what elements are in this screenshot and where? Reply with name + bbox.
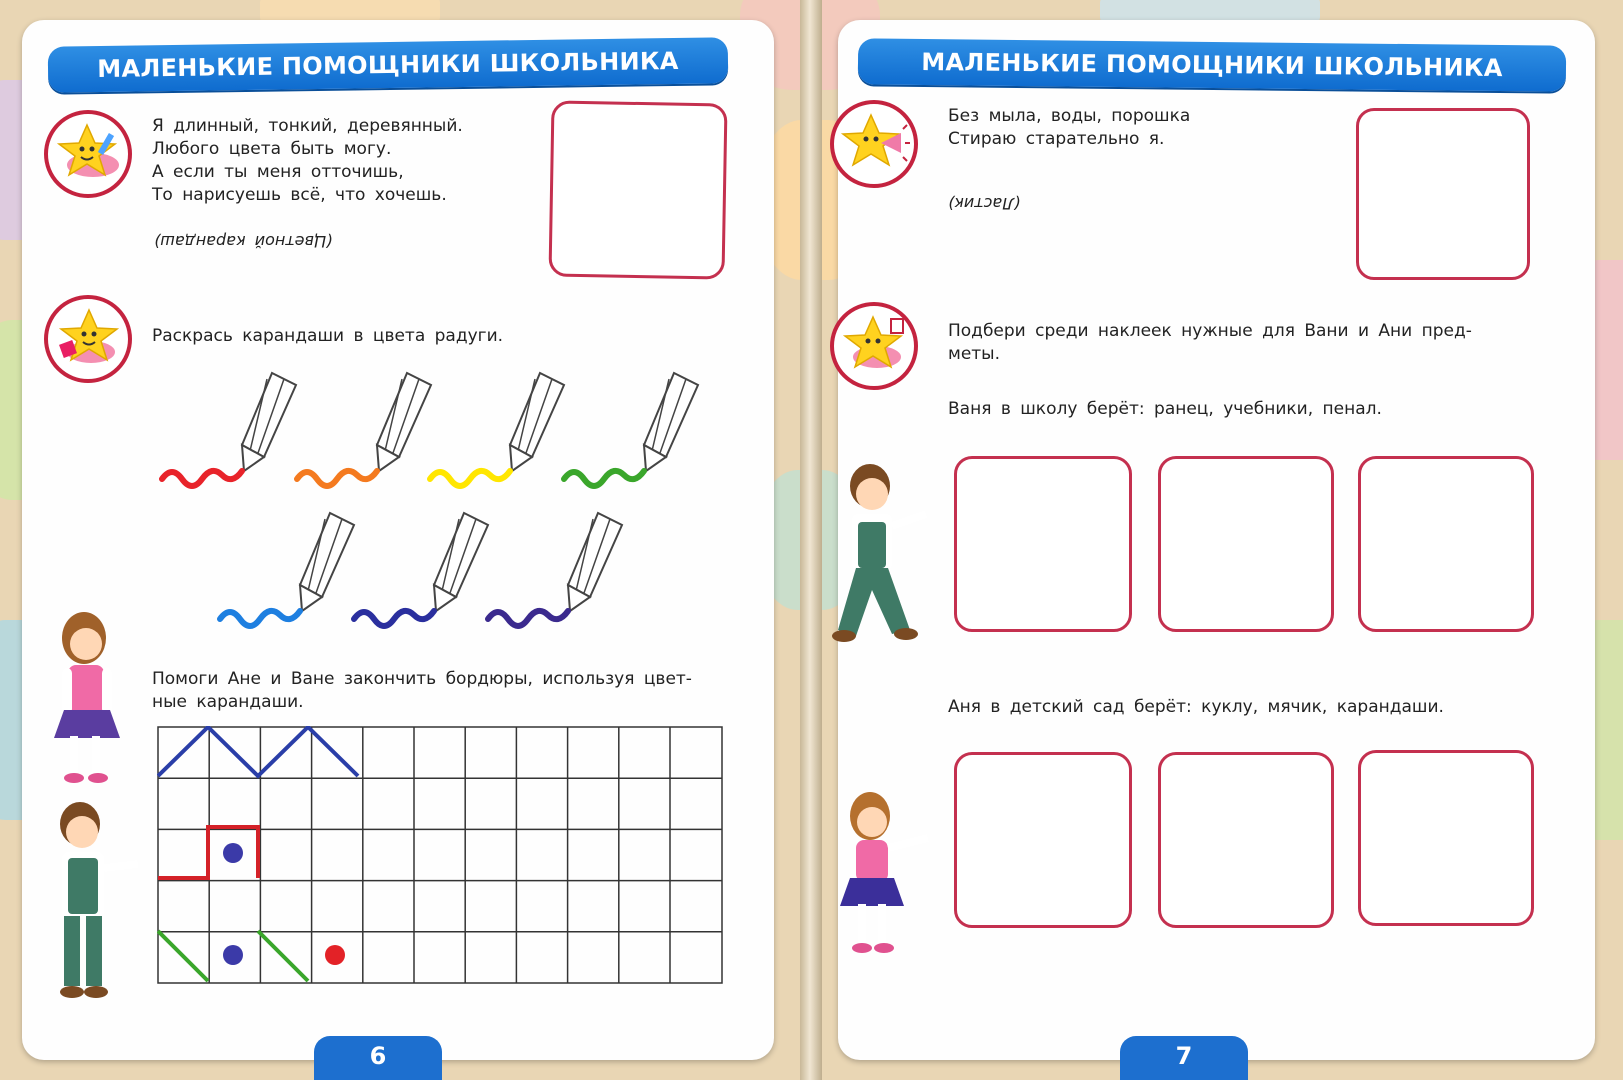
color-scribble: [220, 611, 300, 626]
color-scribble: [430, 471, 510, 486]
page-number-7: 7: [1120, 1036, 1248, 1080]
green-slash-sample: [158, 931, 208, 981]
sticker-slot-anya-3[interactable]: [1358, 750, 1534, 926]
left-page: [22, 20, 774, 1070]
right-page: [838, 20, 1595, 1070]
sticker-slot[interactable]: [548, 100, 727, 279]
boy-walking-figure: [826, 460, 936, 654]
vanya-items-text: Ваня в школу берёт: ранец, учебники, пенал.: [948, 399, 1382, 419]
riddle-eraser: [948, 105, 1190, 151]
page-number-6: 6: [314, 1036, 442, 1080]
page-banner: МАЛЕНЬКИЕ ПОМОЩНИКИ ШКОЛЬНИКА: [858, 38, 1566, 91]
color-scribble: [162, 471, 242, 486]
star-horn-icon: [830, 100, 918, 188]
task-line: ные карандаши.: [152, 692, 304, 712]
boy-figure: [38, 798, 148, 1012]
blue-dot: [223, 843, 243, 863]
red-dot: [325, 945, 345, 965]
star-painting-icon: [44, 295, 132, 383]
zigzag-border-sample: [158, 727, 358, 776]
green-slash-sample: [258, 931, 308, 981]
sticker-slot-anya-1[interactable]: [954, 752, 1132, 928]
riddle-line: Стираю старательно я.: [948, 129, 1165, 149]
riddle-answer: (Ластик): [948, 194, 1021, 213]
riddle-line: Любого цвета быть могу.: [152, 139, 392, 159]
purple-dot: [223, 945, 243, 965]
girl-pointing-figure: [828, 790, 938, 974]
step-border-sample: [158, 827, 258, 878]
color-scribble: [354, 611, 434, 626]
riddle-answer-wrap: [154, 230, 333, 254]
riddle-pencil: [152, 115, 463, 207]
girl-figure: [40, 610, 140, 804]
sticker-slot-vanya-2[interactable]: [1158, 456, 1334, 632]
task-line: меты.: [948, 344, 1001, 364]
color-scribble: [297, 471, 377, 486]
task-stickers: [948, 320, 1472, 366]
sticker-slot-anya-2[interactable]: [1158, 752, 1334, 928]
border-grid[interactable]: [157, 726, 727, 988]
sticker-slot-vanya-1[interactable]: [954, 456, 1132, 632]
riddle-line: То нарисуешь всё, что хочешь.: [152, 185, 447, 205]
sticker-slot[interactable]: [1356, 108, 1530, 280]
star-pencil-icon: [44, 110, 132, 198]
color-scribble: [488, 611, 568, 626]
task-borders: [152, 668, 692, 714]
page-banner: МАЛЕНЬКИЕ ПОМОЩНИКИ ШКОЛЬНИКА: [48, 37, 729, 92]
riddle-answer: (Цветной карандаш): [154, 232, 333, 251]
task-line: Подбери среди наклеек нужные для Вани и Ани пред-: [948, 321, 1472, 341]
task-line: Помоги Ане и Ване закончить бордюры, используя цвет-: [152, 669, 692, 689]
color-scribble: [564, 471, 644, 486]
riddle-line: Без мыла, воды, порошка: [948, 106, 1191, 126]
riddle-line: Я длинный, тонкий, деревянный.: [152, 116, 463, 136]
sticker-slot-vanya-3[interactable]: [1358, 456, 1534, 632]
task-color-pencils: Раскрась карандаши в цвета радуги.: [152, 326, 504, 346]
riddle-line: А если ты меня отточишь,: [152, 162, 404, 182]
book-spine: [800, 0, 822, 1080]
pencil-illustrations: [142, 365, 732, 635]
anya-items-text: Аня в детский сад берёт: куклу, мячик, карандаши.: [948, 697, 1444, 717]
riddle-answer-wrap: [948, 192, 1021, 216]
star-eraser-icon: [830, 302, 918, 390]
